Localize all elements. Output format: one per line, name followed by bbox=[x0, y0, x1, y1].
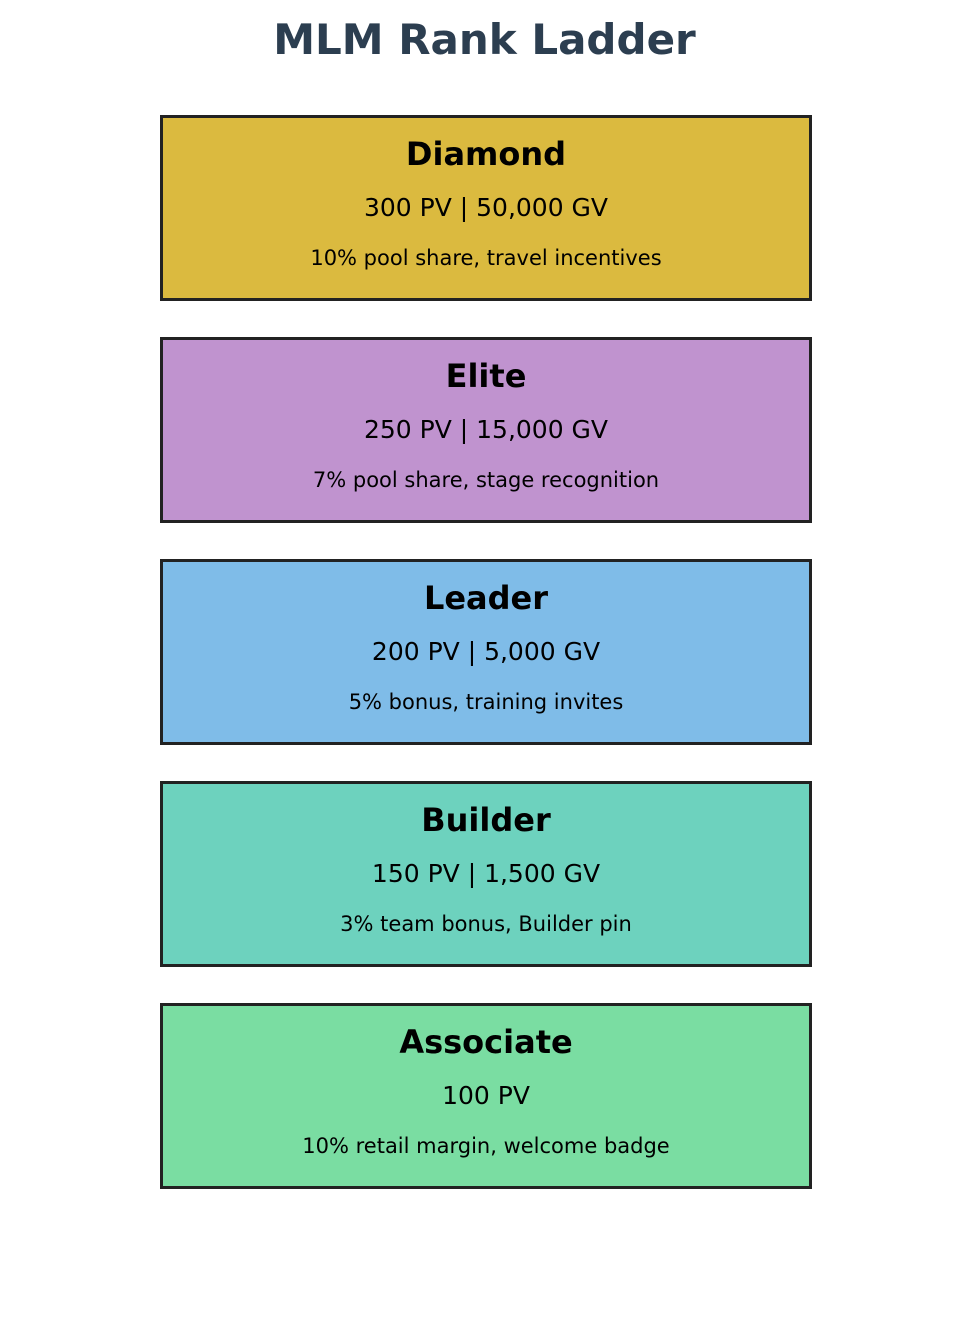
rank-name: Associate bbox=[399, 1023, 573, 1061]
rank-benefit: 5% bonus, training invites bbox=[348, 690, 624, 714]
rank-requirement: 300 PV | 50,000 GV bbox=[363, 193, 609, 222]
rank-box-leader bbox=[160, 559, 812, 745]
rank-requirement: 250 PV | 15,000 GV bbox=[363, 415, 609, 444]
rank-ladder bbox=[160, 115, 812, 1225]
rank-requirement: 150 PV | 1,500 GV bbox=[371, 859, 601, 888]
rank-benefit: 10% retail margin, welcome badge bbox=[302, 1134, 670, 1158]
rank-name: Leader bbox=[423, 579, 549, 617]
page-title: MLM Rank Ladder bbox=[273, 15, 696, 64]
rank-requirement: 200 PV | 5,000 GV bbox=[371, 637, 601, 666]
rank-name: Diamond bbox=[405, 135, 567, 173]
rank-box-builder bbox=[160, 781, 812, 967]
rank-name: Builder bbox=[421, 801, 551, 839]
rank-benefit: 3% team bonus, Builder pin bbox=[340, 912, 632, 936]
rank-benefit: 10% pool share, travel incentives bbox=[310, 246, 662, 270]
rank-box-elite bbox=[160, 337, 812, 523]
rank-name: Elite bbox=[445, 357, 527, 395]
rank-box-associate bbox=[160, 1003, 812, 1189]
rank-box-diamond bbox=[160, 115, 812, 301]
rank-benefit: 7% pool share, stage recognition bbox=[312, 468, 660, 492]
rank-requirement: 100 PV bbox=[442, 1081, 530, 1110]
